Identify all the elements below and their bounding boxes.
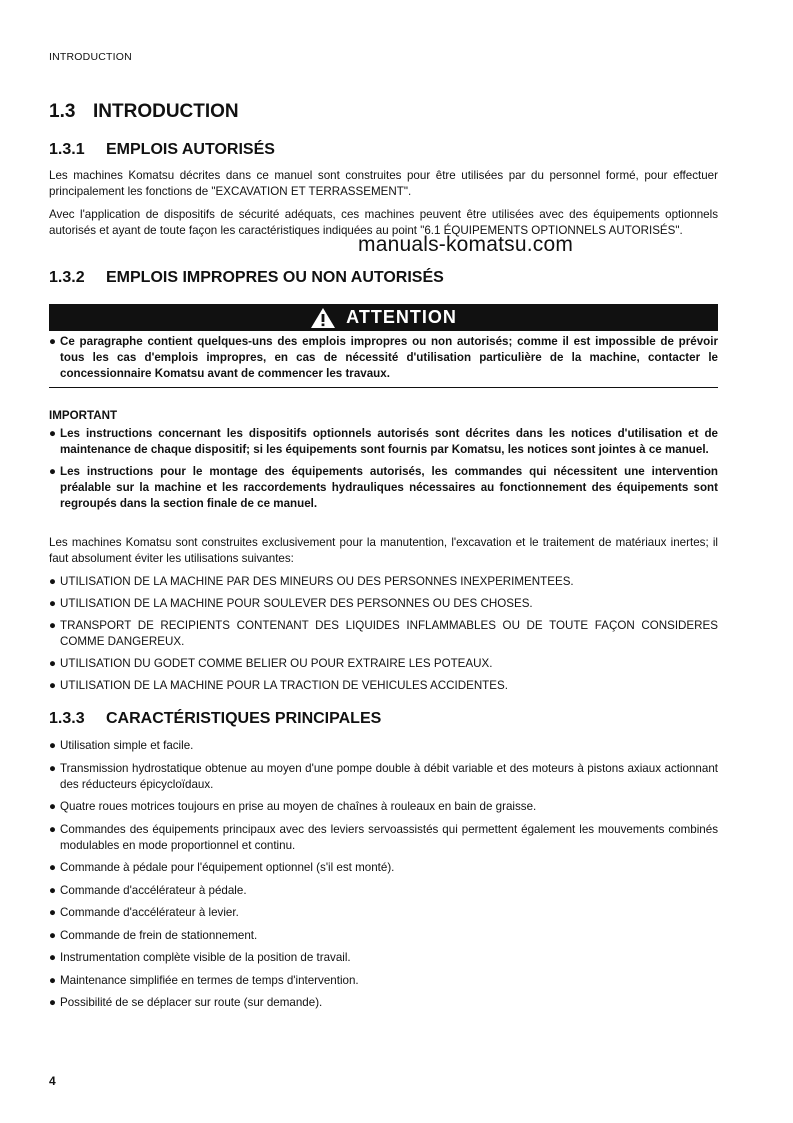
forbidden-item-text: UTILISATION DE LA MACHINE PAR DES MINEURS OU DES PERSONNES INEXPERIMENTEES. (60, 575, 574, 588)
s2-intro-paragraph: Les machines Komatsu sont construites exclusivement pour la manutention, l'excavation et le traitement de matériaux inertes; il faut absolument éviter les utilisations suivantes: (49, 536, 718, 565)
important-item-text: Les instructions concernant les dispositifs optionnels autorisés sont décrites dans les notices d'utilisation et de maintenance de chaque dispositif; si les équipements sont fournis par Komatsu, les notices sont jointes à ce manuel. (60, 427, 718, 456)
subsection-1-heading (49, 141, 275, 159)
bullet-icon: ● (49, 657, 57, 670)
list-item (49, 464, 718, 512)
bullet-icon: ● (49, 800, 57, 813)
s1-paragraph-2: Avec l'application de dispositifs de sécurité adéquats, ces machines peuvent être utilisées avec des équipements optionnels autorisés et ayant de toute façon les caractéristiques indiquées au point "6.1 ÉQUIPEMENTS OPTIONNELS AUTORISÉS". (49, 208, 718, 237)
list-item (49, 950, 718, 966)
list-item (49, 426, 718, 458)
forbidden-item-text: UTILISATION DE LA MACHINE POUR LA TRACTION DE VEHICULES ACCIDENTES. (60, 679, 508, 692)
list-item (49, 618, 718, 650)
bullet-icon: ● (49, 597, 57, 610)
subsection-3-number: 1.3.3 (49, 710, 85, 727)
feature-item-text: Transmission hydrostatique obtenue au moyen d'une pompe double à débit variable et des moteurs à pistons axiaux actionnant des réducteurs épicycloïdaux. (60, 761, 718, 791)
subsection-2-number: 1.3.2 (49, 269, 85, 286)
feature-item-text: Possibilité de se déplacer sur route (sur demande). (60, 996, 323, 1009)
feature-item-text: Commande d'accélérateur à pédale. (60, 883, 247, 897)
subsection-2-title: EMPLOIS IMPROPRES OU NON AUTORISÉS (106, 269, 444, 286)
section-title-text: INTRODUCTION (93, 101, 239, 122)
bullet-icon: ● (49, 906, 57, 919)
section-title (49, 101, 239, 123)
attention-divider (49, 387, 718, 388)
subsection-1-number: 1.3.1 (49, 141, 85, 158)
list-item (49, 883, 718, 899)
feature-item-text: Commande d'accélérateur à levier. (60, 906, 239, 919)
list-item (49, 334, 718, 382)
feature-item-text: Commande à pédale pour l'équipement optionnel (s'il est monté). (60, 861, 395, 874)
bullet-icon: ● (49, 427, 57, 440)
bullet-icon: ● (49, 619, 57, 632)
bullet-icon: ● (49, 465, 57, 478)
feature-item-text: Maintenance simplifiée en termes de temps d'intervention. (60, 973, 359, 987)
bullet-icon: ● (49, 335, 57, 348)
feature-item-text: Commande de frein de stationnement. (60, 928, 258, 942)
list-item (49, 574, 718, 590)
list-item (49, 656, 718, 672)
list-item (49, 905, 718, 921)
main-features-list (49, 738, 718, 1011)
running-header: INTRODUCTION (49, 51, 132, 63)
bullet-icon: ● (49, 996, 57, 1009)
section-number: 1.3 (49, 101, 76, 122)
feature-item-text: Quatre roues motrices toujours en prise au moyen de chaînes à rouleaux en bain de graisse. (60, 800, 537, 813)
important-label: IMPORTANT (49, 409, 118, 422)
list-item (49, 738, 718, 754)
list-item (49, 973, 718, 989)
bullet-icon: ● (49, 739, 57, 752)
feature-item-text: Instrumentation complète visible de la position de travail. (60, 951, 351, 964)
bullet-icon: ● (49, 883, 57, 897)
subsection-3-title: CARACTÉRISTIQUES PRINCIPALES (106, 710, 382, 727)
bullet-icon: ● (49, 822, 57, 836)
subsection-3-heading (49, 710, 381, 728)
page-number: 4 (49, 1074, 56, 1088)
forbidden-item-text: UTILISATION DU GODET COMME BELIER OU POUR EXTRAIRE LES POTEAUX. (60, 657, 493, 670)
attention-label: ATTENTION (346, 307, 457, 327)
subsection-2-heading (49, 269, 444, 287)
bullet-icon: ● (49, 575, 57, 588)
list-item (49, 596, 718, 612)
bullet-icon: ● (49, 761, 57, 775)
list-item (49, 678, 718, 694)
important-list (49, 426, 718, 512)
attention-item-text: Ce paragraphe contient quelques-uns des emplois impropres ou non autorisés; comme il est impossible de prévoir tous les cas d'emplois impropres, en cas de nécessité d'utilisation particulière de la machine, contacter le concessionnaire Komatsu avant de commencer les travaux. (60, 335, 718, 380)
forbidden-item-text: TRANSPORT DE RECIPIENTS CONTENANT DES LIQUIDES INFLAMMABLES OU DE TOUTE FAÇON CONSIDERES COMME DANGEREUX. (60, 619, 718, 648)
list-item (49, 761, 718, 793)
list-item (49, 860, 718, 876)
forbidden-uses-list (49, 574, 718, 694)
warning-triangle-icon (310, 307, 336, 329)
important-item-text: Les instructions pour le montage des équipements autorisés, les commandes qui nécessitent une intervention préalable sur la machine et les raccordements hydrauliques nécessaires au fonctionnement des équipements sont regroupés dans la section finale de ce manuel. (60, 465, 718, 510)
list-item (49, 799, 718, 815)
attention-banner (49, 304, 718, 331)
subsection-1-title: EMPLOIS AUTORISÉS (106, 141, 275, 158)
list-item (49, 995, 718, 1011)
attention-list (49, 334, 718, 382)
list-item (49, 822, 718, 854)
feature-item-text: Utilisation simple et facile. (60, 739, 194, 752)
bullet-icon: ● (49, 951, 57, 964)
s1-paragraph-1: Les machines Komatsu décrites dans ce manuel sont construites pour être utilisées par du personnel formé, pour effectuer principalement les fonctions de "EXCAVATION ET TERRASSEMENT". (49, 169, 718, 198)
bullet-icon: ● (49, 973, 57, 987)
watermark: manuals-komatsu.com (358, 233, 574, 256)
forbidden-item-text: UTILISATION DE LA MACHINE POUR SOULEVER DES PERSONNES OU DES CHOSES. (60, 597, 533, 610)
bullet-icon: ● (49, 679, 57, 692)
list-item (49, 928, 718, 944)
feature-item-text: Commandes des équipements principaux avec des leviers servoassistés qui permettent également les mouvements combinés modulables en mode proportionnel et continu. (60, 822, 718, 852)
bullet-icon: ● (49, 861, 57, 874)
bullet-icon: ● (49, 928, 57, 942)
